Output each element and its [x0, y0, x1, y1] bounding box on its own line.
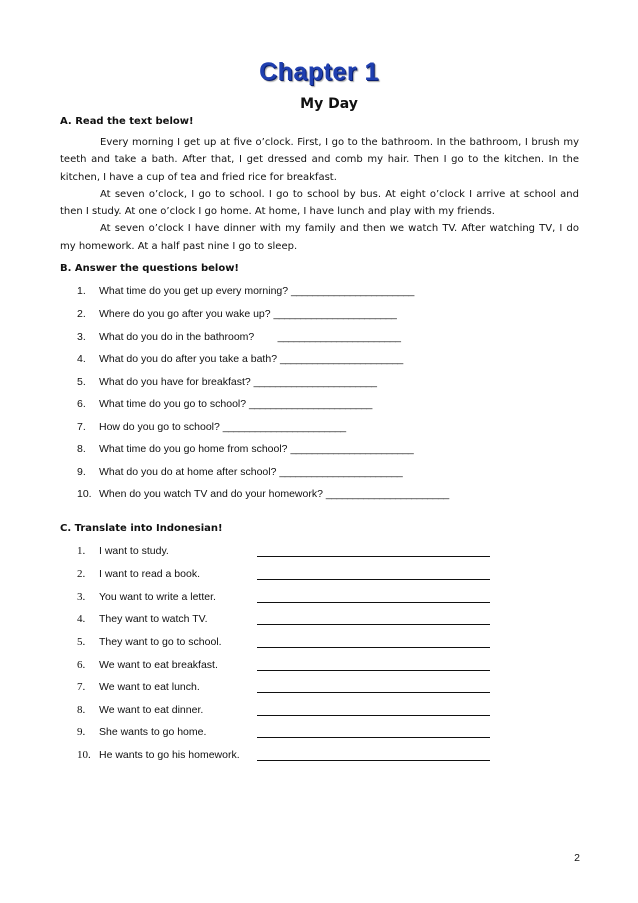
- question-item: [77, 443, 413, 455]
- translation-item: [77, 681, 200, 693]
- translation-sentence: You want to write a letter.: [99, 591, 216, 603]
- translation-number: 4.: [77, 613, 86, 625]
- translation-item: [77, 704, 203, 716]
- passage-paragraph-3: At seven o’clock I have dinner with my family and then we watch TV. After watching TV, I do my homework. At a half past nine I go to sleep.: [60, 223, 579, 252]
- question-item: [77, 331, 400, 343]
- translation-sentence: She wants to go home.: [99, 726, 207, 738]
- answer-blank[interactable]: _______________________: [291, 285, 414, 297]
- question-text: What do you do after you take a bath?: [99, 353, 280, 365]
- translation-sentence: They want to go to school.: [99, 636, 222, 648]
- question-number: 1.: [77, 285, 86, 297]
- question-text: What do you do in the bathroom?: [99, 331, 278, 343]
- translation-item: [77, 659, 218, 671]
- question-item: [77, 353, 403, 365]
- translation-number: 6.: [77, 659, 86, 671]
- translation-sentence: I want to study.: [99, 545, 169, 557]
- translation-number: 5.: [77, 636, 86, 648]
- answer-blank[interactable]: _______________________: [249, 398, 372, 410]
- translation-item: [77, 636, 222, 648]
- translation-number: 2.: [77, 568, 86, 580]
- page-number: 2: [574, 852, 580, 864]
- translation-answer-line[interactable]: [257, 692, 490, 693]
- question-number: 2.: [77, 308, 86, 320]
- translation-sentence: They want to watch TV.: [99, 613, 208, 625]
- translation-answer-line[interactable]: [257, 579, 490, 580]
- question-item: [77, 376, 376, 388]
- question-item: [77, 308, 396, 320]
- translation-sentence: We want to eat lunch.: [99, 681, 200, 693]
- translation-number: 9.: [77, 726, 86, 738]
- question-text: What time do you go to school?: [99, 398, 249, 410]
- question-item: [77, 285, 414, 297]
- translation-number: 7.: [77, 681, 86, 693]
- translation-answer-line[interactable]: [257, 556, 490, 557]
- question-text: What time do you get up every morning?: [99, 285, 292, 297]
- reading-passage: [60, 134, 579, 255]
- page-title: My Day: [300, 96, 358, 112]
- section-a-heading: A. Read the text below!: [60, 116, 194, 127]
- translation-sentence: We want to eat breakfast.: [99, 659, 218, 671]
- question-text: Where do you go after you wake up?: [99, 308, 274, 320]
- translation-answer-line[interactable]: [257, 602, 490, 603]
- answer-blank[interactable]: _______________________: [273, 308, 397, 320]
- chapter-heading: Chapter 1: [259, 58, 379, 86]
- answer-blank[interactable]: _______________________: [325, 488, 449, 500]
- translation-sentence: He wants to go his homework.: [99, 749, 240, 761]
- question-number: 9.: [77, 466, 86, 478]
- question-text: What time do you go home from school?: [99, 443, 291, 455]
- question-item: [77, 466, 402, 478]
- question-number: 6.: [77, 398, 86, 410]
- translation-sentence: I want to read a book.: [99, 568, 200, 580]
- translation-number: 3.: [77, 591, 86, 603]
- translation-item: [77, 591, 216, 603]
- translation-sentence: We want to eat dinner.: [99, 704, 204, 716]
- translation-item: [77, 613, 208, 625]
- answer-blank[interactable]: _______________________: [222, 421, 346, 433]
- question-text: What do you have for breakfast?: [99, 376, 254, 388]
- passage-paragraph-1: Every morning I get up at five o’clock. First, I go to the bathroom. In the bathroom, I brush my teeth and take a bath. After that, I get dressed and comb my hair. Then I go to the kitchen. In the kitchen, I have a cup of tea and fried rice for breakfast.: [60, 137, 579, 183]
- question-item: [77, 488, 449, 500]
- question-text: When do you watch TV and do your homework?: [99, 488, 326, 500]
- question-number: 5.: [77, 376, 86, 388]
- translation-answer-line[interactable]: [257, 624, 490, 625]
- translation-answer-line[interactable]: [257, 670, 490, 671]
- question-number: 10.: [77, 488, 92, 500]
- answer-blank[interactable]: _______________________: [253, 376, 377, 388]
- answer-blank[interactable]: _______________________: [290, 443, 414, 455]
- answer-blank[interactable]: _______________________: [279, 353, 403, 365]
- question-number: 7.: [77, 421, 86, 433]
- question-item: [77, 398, 372, 410]
- translation-number: 10.: [77, 749, 91, 761]
- answer-blank[interactable]: _______________________: [277, 331, 401, 343]
- section-c-heading: C. Translate into Indonesian!: [60, 523, 223, 534]
- answer-blank[interactable]: _______________________: [279, 466, 403, 478]
- translation-item: [77, 568, 200, 580]
- question-number: 3.: [77, 331, 86, 343]
- translation-answer-line[interactable]: [257, 737, 490, 738]
- question-number: 8.: [77, 443, 86, 455]
- translation-item: [77, 545, 169, 557]
- question-number: 4.: [77, 353, 86, 365]
- translation-item: [77, 726, 206, 738]
- translation-answer-line[interactable]: [257, 647, 490, 648]
- translation-number: 8.: [77, 704, 86, 716]
- translation-answer-line[interactable]: [257, 760, 490, 761]
- question-item: [77, 421, 346, 433]
- question-text: How do you go to school?: [99, 421, 223, 433]
- section-b-heading: B. Answer the questions below!: [60, 263, 239, 274]
- translation-answer-line[interactable]: [257, 715, 490, 716]
- translation-number: 1.: [77, 545, 86, 557]
- translation-item: [77, 749, 240, 761]
- question-text: What do you do at home after school?: [99, 466, 280, 478]
- passage-paragraph-2: At seven o’clock, I go to school. I go to school by bus. At eight o’clock I arrive at school and then I study. At one o’clock I go home. At home, I have lunch and play with my friends.: [60, 188, 579, 218]
